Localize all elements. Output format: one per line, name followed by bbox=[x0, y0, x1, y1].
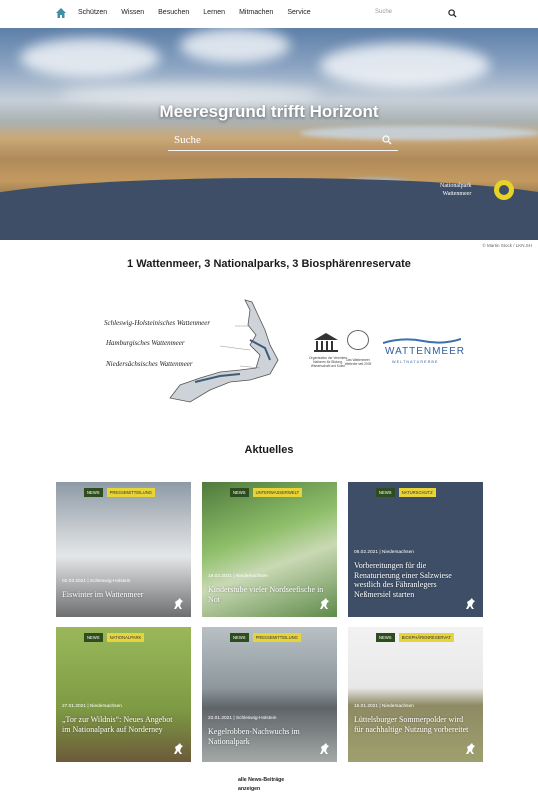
news-card[interactable] bbox=[348, 482, 483, 617]
news-card[interactable] bbox=[56, 627, 191, 762]
news-card-title: „Tor zur Wildnis“: Neues Angebot im Nationalpark auf Norderney bbox=[62, 715, 173, 734]
wadden-sea-map[interactable] bbox=[100, 290, 300, 410]
search-icon[interactable] bbox=[382, 135, 392, 145]
all-news-link[interactable] bbox=[238, 776, 298, 794]
horse-icon bbox=[317, 742, 331, 756]
region-label: Hamburgisches Wattenmeer bbox=[106, 339, 185, 347]
horse-icon bbox=[171, 742, 185, 756]
region-niedersachsen[interactable] bbox=[106, 360, 193, 368]
news-card-title: Vorbereitungen für die Renaturierung einer Salzwiese westlich des Fähranlegers Neßmersiel starten bbox=[354, 561, 452, 599]
news-tag: NEWS bbox=[84, 633, 103, 642]
world-heritage-caption: Das Wattenmeer Welterbe seit 2009 bbox=[344, 358, 372, 366]
horse-icon bbox=[317, 597, 331, 611]
search-icon[interactable] bbox=[448, 9, 457, 18]
horse-icon bbox=[463, 742, 477, 756]
nav-item-service[interactable]: Service bbox=[287, 9, 311, 16]
news-card-title: Kegelrobben-Nachwuchs im Nationalpark bbox=[208, 727, 300, 746]
news-card-meta: 27.01.2021 | Niedersachsen bbox=[62, 704, 122, 709]
unesco-caption: Organisation der Vereinten Nationen für Bildung, Wissenschaft und Kultur bbox=[309, 356, 347, 368]
nav-item-lernen[interactable]: Lernen bbox=[203, 9, 226, 16]
hero-cloud bbox=[320, 43, 490, 88]
news-card[interactable] bbox=[202, 627, 337, 762]
category-tag: PRESSEMITTEILUNG bbox=[107, 488, 155, 497]
news-tag: NEWS bbox=[376, 633, 395, 642]
region-label: Schleswig-Holsteinisches Wattenmeer bbox=[104, 319, 211, 327]
hero-bottom-band bbox=[0, 203, 538, 240]
wattenmeer-logo[interactable]: WATTENMEER bbox=[385, 346, 465, 357]
news-heading: Aktuelles bbox=[244, 444, 294, 456]
news-card-tags bbox=[84, 633, 144, 642]
hero-search-input[interactable] bbox=[168, 132, 398, 151]
nav-item-wissen[interactable]: Wissen bbox=[121, 9, 145, 16]
nationalpark-logo-icon[interactable] bbox=[494, 180, 514, 200]
news-card-title: Kinderstube vieler Nordseefische in Not bbox=[208, 585, 324, 604]
horse-icon bbox=[171, 597, 185, 611]
nationalpark-logo-text[interactable] bbox=[440, 182, 471, 198]
hero-cloud bbox=[20, 38, 160, 78]
photo-credit: © Martin Stock / LKN.SH bbox=[482, 243, 532, 248]
category-tag: BIOSPHÄRENRESERVAT bbox=[399, 633, 454, 642]
news-card-meta: 08.02.2021 | Niedersachsen bbox=[354, 550, 414, 555]
nav-item-besuchen[interactable]: Besuchen bbox=[158, 9, 190, 16]
news-card-meta: 22.01.2021 | Schleswig-Holstein bbox=[208, 716, 277, 721]
region-hamburg[interactable] bbox=[106, 339, 185, 347]
news-card-tags bbox=[230, 633, 301, 642]
news-card-meta: 15.01.2021 | Niedersachsen bbox=[354, 704, 414, 709]
news-card-title: Lüttelsburger Sommerpolder wird für nachhaltige Nutzung vorbereitet bbox=[354, 715, 469, 734]
logo-line-2: Wattenmeer bbox=[442, 191, 472, 197]
wattenmeer-logo-subtitle: WELTNATURERBE bbox=[392, 360, 439, 364]
hero-banner bbox=[0, 28, 538, 240]
news-tag: NEWS bbox=[230, 633, 249, 642]
nav-item-mitmachen[interactable]: Mitmachen bbox=[239, 9, 274, 16]
horse-icon bbox=[463, 597, 477, 611]
news-tag: NEWS bbox=[230, 488, 249, 497]
all-news-line-2: anzeigen bbox=[238, 786, 261, 792]
home-icon[interactable] bbox=[55, 7, 67, 19]
news-card[interactable] bbox=[202, 482, 337, 617]
unesco-logo-icon bbox=[308, 330, 344, 354]
news-card-tags bbox=[230, 488, 302, 497]
top-navigation bbox=[0, 0, 538, 28]
logo-line-1: Nationalpark bbox=[440, 183, 472, 189]
news-tag: NEWS bbox=[84, 488, 103, 497]
category-tag: NATURSCHUTZ bbox=[399, 488, 436, 497]
category-tag: UNTERWASSERWELT bbox=[253, 488, 303, 497]
news-card-meta: 19.02.2021 | Niedersachsen bbox=[208, 574, 268, 579]
news-card-meta: 02.03.2021 | Schleswig-Holstein bbox=[62, 579, 131, 584]
all-news-line-1: alle News-Beiträge bbox=[238, 777, 285, 783]
intro-heading: 1 Wattenmeer, 3 Nationalparks, 3 Biosphärenreservate bbox=[127, 258, 411, 270]
region-label: Niedersächsisches Wattenmeer bbox=[106, 360, 193, 368]
news-card-tags bbox=[376, 488, 436, 497]
news-tag: NEWS bbox=[376, 488, 395, 497]
nav-search-input[interactable]: Suche bbox=[375, 9, 393, 15]
nav-item-schuetzen[interactable]: Schützen bbox=[78, 9, 108, 16]
news-card-tags bbox=[84, 488, 155, 497]
world-heritage-emblem-icon bbox=[347, 330, 369, 350]
category-tag: NATIONALPARK bbox=[107, 633, 145, 642]
news-card[interactable] bbox=[348, 627, 483, 762]
main-menu bbox=[78, 9, 325, 16]
news-card[interactable] bbox=[56, 482, 191, 617]
region-schleswig-holstein[interactable] bbox=[104, 319, 210, 327]
hero-title: Meeresgrund trifft Horizont bbox=[159, 102, 379, 121]
hero-search-label: Suche bbox=[174, 134, 201, 146]
hero-cloud bbox=[180, 28, 290, 63]
news-card-tags bbox=[376, 633, 454, 642]
news-card-title: Eiswinter im Wattenmeer bbox=[62, 590, 144, 599]
category-tag: PRESSEMITTEILUNG bbox=[253, 633, 301, 642]
